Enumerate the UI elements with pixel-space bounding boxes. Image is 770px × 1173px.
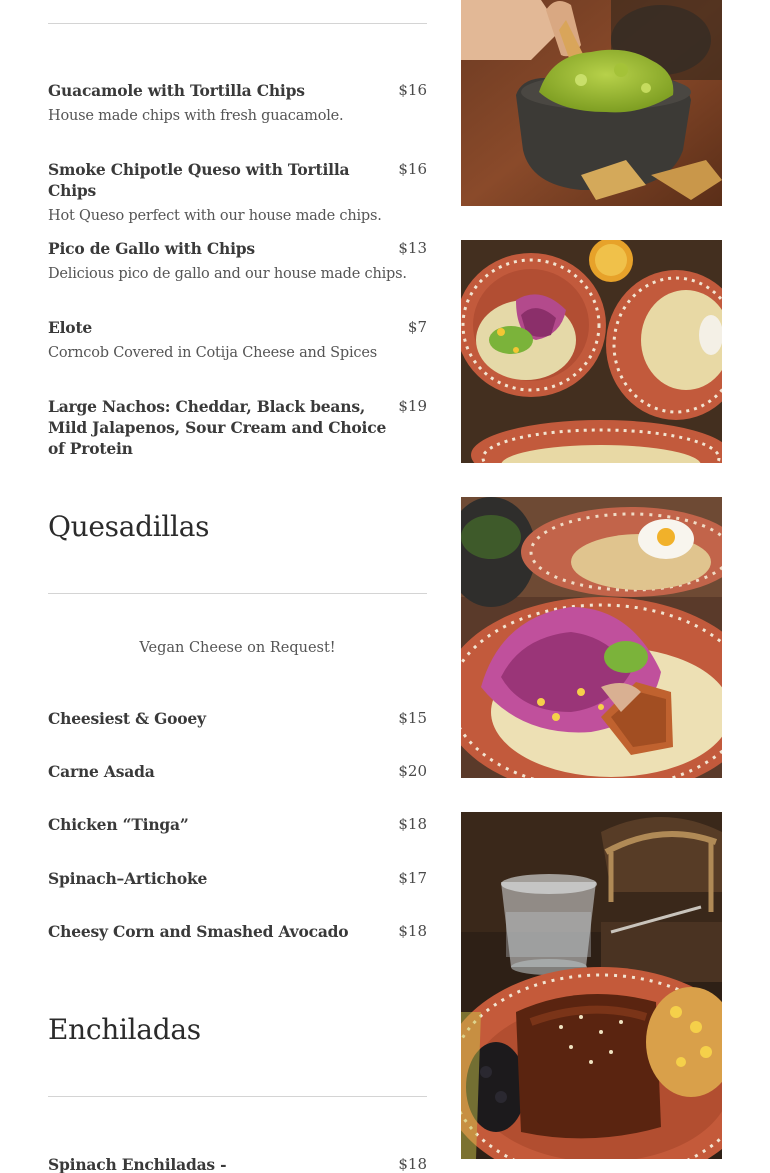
menu-item-price: $20 — [398, 762, 427, 780]
menu-item-price: $16 — [398, 160, 427, 178]
menu-item — [48, 396, 427, 459]
menu-item-name: Chicken “Tinga” — [48, 815, 189, 834]
menu-item — [48, 238, 427, 284]
menu-item-name: Smoke Chipotle Queso with Tortilla Chips — [48, 160, 350, 200]
taco-closeup-photo — [461, 497, 722, 778]
tacos-plates-photo — [461, 240, 722, 463]
menu-item-name: Carne Asada — [48, 762, 155, 781]
section-divider — [48, 1096, 427, 1097]
menu-item-description: Corncob Covered in Cotija Cheese and Spices — [48, 345, 377, 361]
menu-item-name: Pico de Gallo with Chips — [48, 239, 255, 258]
menu-item-name: Spinach Enchiladas - — [48, 1155, 227, 1173]
section-note: Vegan Cheese on Request! — [139, 640, 336, 656]
menu-item-name: Cheesy Corn and Smashed Avocado — [48, 922, 349, 941]
menu-item-price: $15 — [398, 709, 427, 727]
menu-item — [48, 1154, 427, 1173]
guacamole-bowl-photo — [461, 0, 722, 206]
menu-item-name: Large Nachos: Cheddar, Black beans, Mild Jalapenos, Sour Cream and Choice of Protein — [48, 397, 387, 458]
menu-item — [48, 317, 427, 363]
menu-item-price: $17 — [398, 869, 427, 887]
menu-item-name: Elote — [48, 318, 93, 337]
menu-item — [48, 159, 427, 226]
menu-item-name: Guacamole with Tortilla Chips — [48, 81, 305, 100]
menu-item-name: Cheesiest & Gooey — [48, 709, 206, 728]
menu-item-price: $18 — [398, 922, 427, 940]
menu-column — [48, 0, 427, 1173]
menu-item-price: $7 — [407, 318, 427, 336]
menu-item — [48, 80, 427, 126]
menu-item — [48, 921, 427, 942]
menu-item — [48, 708, 427, 729]
menu-item — [48, 868, 427, 889]
section-divider — [48, 23, 427, 24]
menu-item-price: $13 — [398, 239, 427, 257]
menu-item-description: House made chips with fresh guacamole. — [48, 108, 344, 124]
menu-item-price: $16 — [398, 81, 427, 99]
enchiladas-plate-photo — [461, 812, 722, 1159]
menu-item-name: Spinach–Artichoke — [48, 869, 208, 888]
menu-item — [48, 814, 427, 835]
section-title-quesadillas: Quesadillas — [48, 510, 210, 543]
menu-item-price: $18 — [398, 1155, 427, 1173]
menu-item-price: $18 — [398, 815, 427, 833]
menu-item — [48, 761, 427, 782]
photo-column — [461, 0, 722, 1173]
menu-item-price: $19 — [398, 397, 427, 415]
section-divider — [48, 593, 427, 594]
menu-item-description: Delicious pico de gallo and our house made chips. — [48, 266, 407, 282]
menu-item-description: Hot Queso perfect with our house made chips. — [48, 208, 382, 224]
section-title-enchiladas: Enchiladas — [48, 1013, 201, 1046]
